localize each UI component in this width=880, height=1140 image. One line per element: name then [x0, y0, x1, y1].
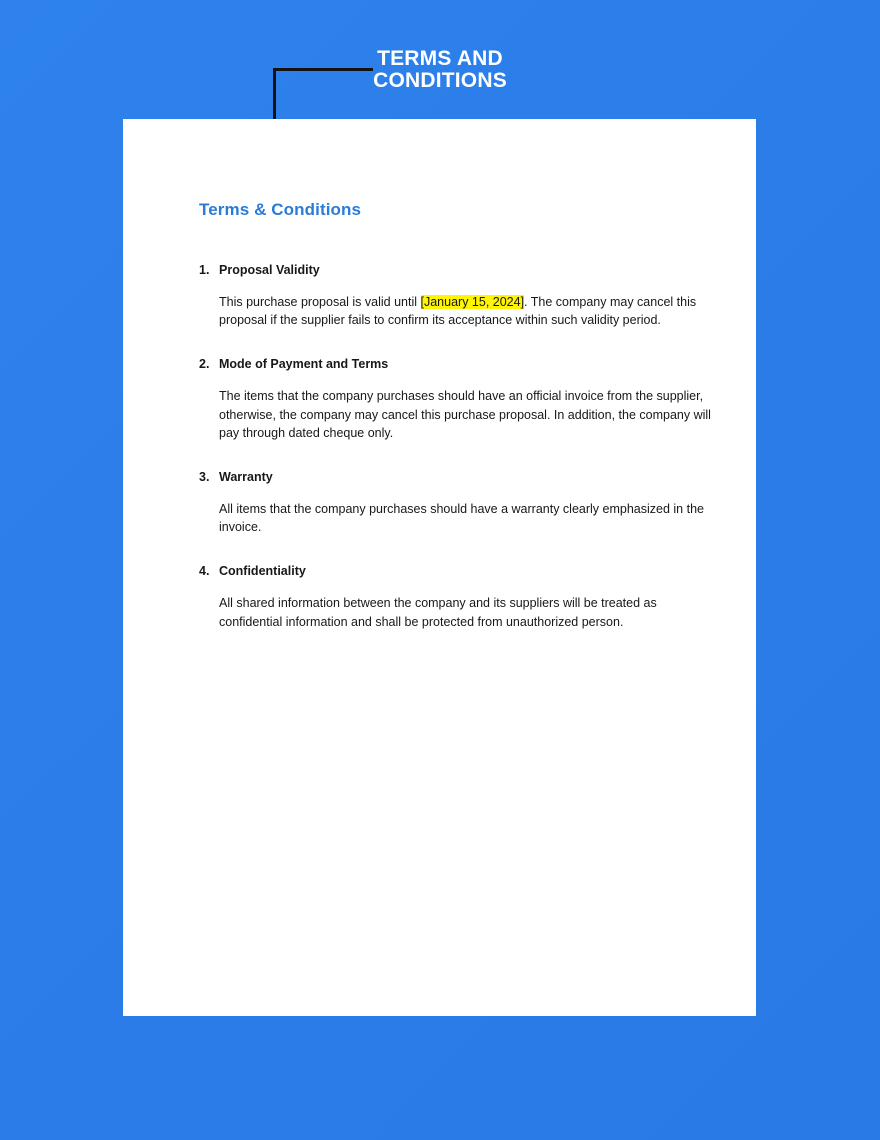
validity-date-highlight: [January 15, 2024]	[420, 295, 525, 309]
clause-item-warranty	[199, 468, 711, 536]
clause-item-confidentiality	[199, 562, 711, 630]
clause-number: 1.	[199, 263, 210, 277]
clause-body: All shared information between the company and its suppliers will be treated as confidential information and shall be protected from unauthorized person.	[219, 596, 657, 629]
clause-number: 3.	[199, 470, 210, 485]
clause-number: 4.	[199, 564, 210, 579]
clause-heading: Proposal Validity	[219, 263, 320, 277]
clause-heading: Mode of Payment and Terms	[219, 357, 389, 372]
clause-body	[219, 293, 711, 329]
clause-body: The items that the company purchases should have an official invoice from the supplier, otherwise, the company may cancel this purchase proposal. In addition, the company will pay through dated cheque only.	[219, 389, 711, 440]
clause-body-before-highlight: This purchase proposal is valid until	[219, 295, 421, 309]
page-content-area	[199, 200, 711, 631]
clause-item-proposal-validity	[199, 261, 711, 329]
clause-item-mode-of-payment	[199, 355, 711, 442]
header-title-line-1: TERMS AND	[377, 47, 503, 70]
clause-body: All items that the company purchases should have a warranty clearly emphasized in the invoice.	[219, 502, 704, 535]
document-header-title	[0, 48, 880, 92]
document-page	[123, 119, 756, 1016]
clause-heading: Confidentiality	[219, 564, 306, 579]
clause-body-after-highlight: . The company may cancel this proposal if the supplier fails to confirm its acceptance within such validity period.	[219, 295, 697, 328]
clause-heading: Warranty	[219, 470, 273, 485]
terms-clause-list	[199, 261, 711, 631]
header-title-line-2: CONDITIONS	[373, 69, 507, 92]
clause-number: 2.	[199, 357, 210, 372]
page-title: Terms & Conditions	[199, 200, 362, 219]
